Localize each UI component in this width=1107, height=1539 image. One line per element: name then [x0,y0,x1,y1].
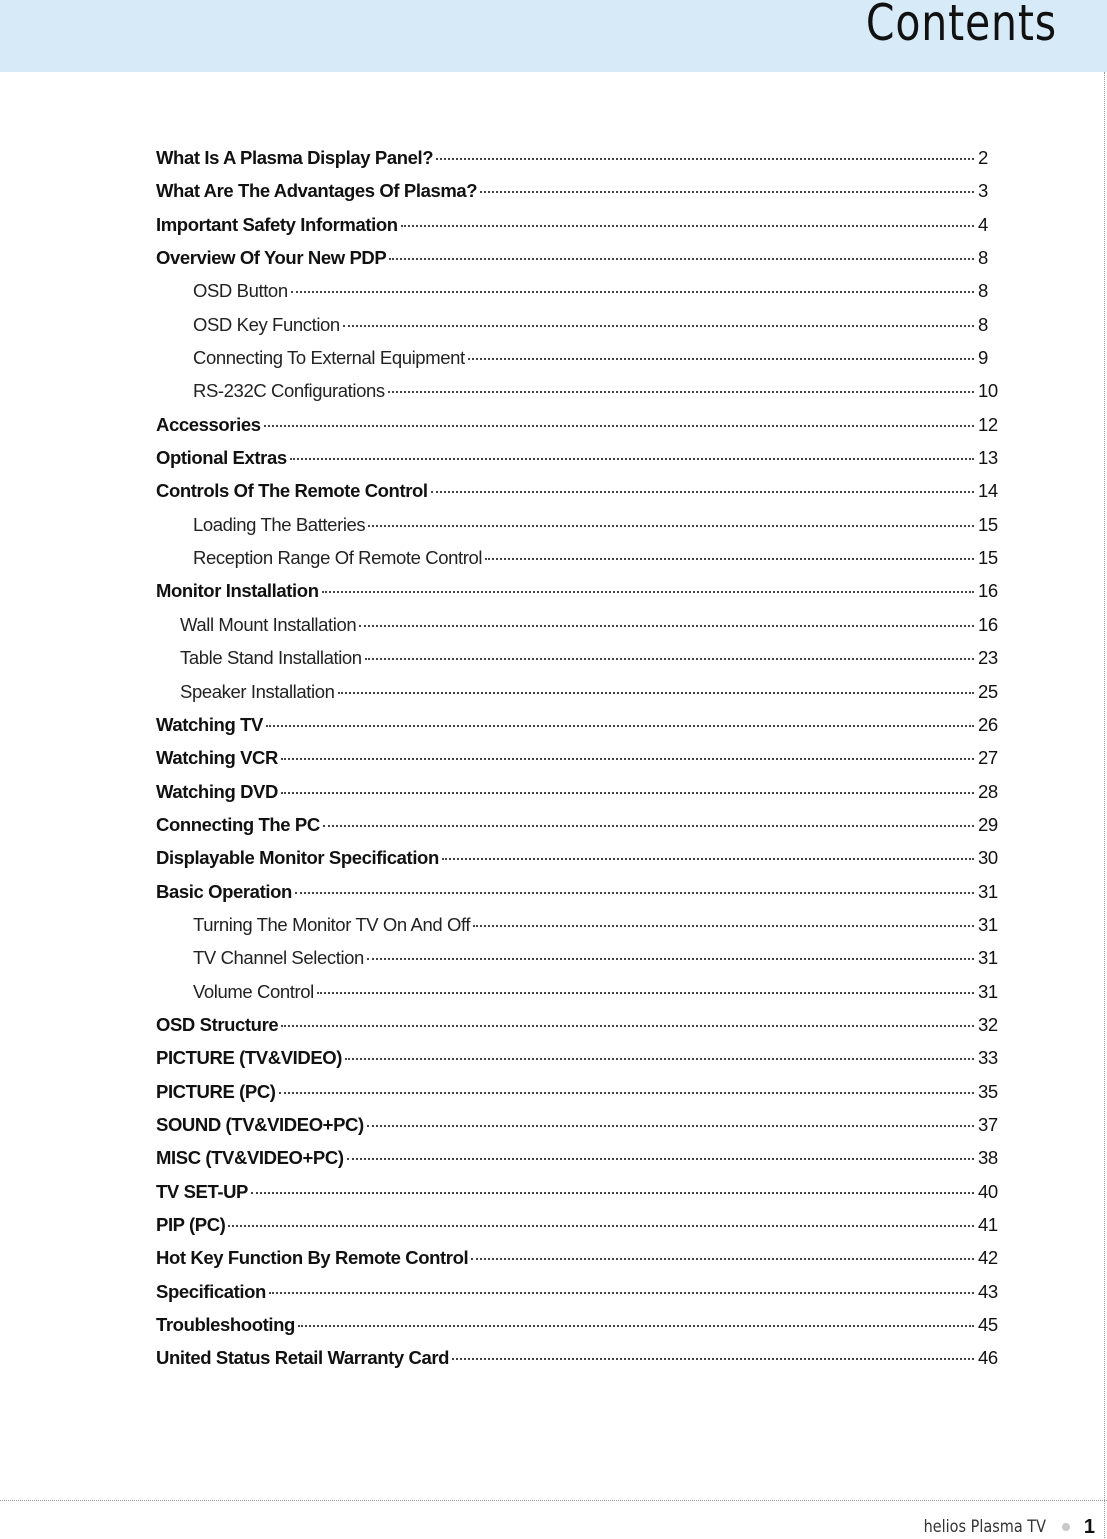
toc-entry-label: PIP (PC) [156,1214,226,1235]
toc-entry[interactable] [156,1175,998,1208]
toc-entry[interactable] [156,1275,998,1308]
toc-entry[interactable] [156,1308,998,1341]
toc-entry[interactable] [156,174,998,207]
toc-entry-page: 33 [978,1047,998,1069]
toc-entry-label: Watching VCR [156,747,278,769]
toc-entry-page: 16 [978,613,998,635]
dot-leader [345,1058,974,1060]
toc-entry-label: Reception Range Of Remote Control [193,547,483,569]
dot-leader [401,225,974,227]
toc-entry-label: Overview Of Your New PDP [156,247,387,269]
toc-entry-label: SOUND (TV&VIDEO+PC) [156,1113,364,1135]
toc-entry[interactable] [156,1208,998,1241]
toc-entry-label: Specification [156,1280,266,1302]
toc-entry-label: PICTURE (TV&VIDEO) [156,1047,343,1069]
toc-entry-page: 35 [978,1080,998,1102]
toc-entry[interactable] [156,841,998,874]
toc-entry[interactable] [156,374,998,407]
footer-divider [0,1500,1107,1501]
toc-entry-label: Table Stand Installation [180,647,362,669]
toc-entry[interactable] [156,675,998,708]
dot-leader [367,1125,974,1127]
dot-leader [281,758,974,760]
toc-entry[interactable] [156,508,998,541]
toc-entry-label: Basic Operation [156,880,292,902]
toc-entry-label: Turning The Monitor TV On And Off [193,913,471,935]
toc-entry-page: 9 [978,347,988,369]
toc-entry-page: 30 [978,847,998,869]
page-edge-divider [1104,72,1105,1538]
toc-entry-label: OSD Button [193,280,288,302]
toc-entry-page: 31 [978,913,998,935]
toc-entry-page: 41 [978,1214,998,1235]
toc-entry-page: 29 [978,813,998,835]
bullet-dot-icon [1062,1523,1070,1531]
dot-leader [338,692,975,694]
toc-entry-label: Connecting To External Equipment [193,347,465,369]
toc-entry-page: 12 [978,413,998,435]
dot-leader [290,458,974,460]
toc-entry[interactable] [156,208,998,241]
toc-entry-label: Displayable Monitor Specification [156,847,439,869]
dot-leader [431,491,974,493]
toc-entry[interactable] [156,141,998,174]
toc-entry-label: Important Safety Information [156,213,398,235]
toc-entry-page: 23 [978,647,998,669]
toc-entry-label: Optional Extras [156,447,287,469]
dot-leader [389,258,974,260]
toc-entry-page: 37 [978,1113,998,1135]
dot-leader [359,625,974,627]
toc-entry-label: MISC (TV&VIDEO+PC) [156,1147,344,1169]
toc-entry-label: Hot Key Function By Remote Control [156,1247,469,1269]
dot-leader [317,992,974,994]
toc-entry-label: What Are The Advantages Of Plasma? [156,180,478,202]
page-title: Contents [866,0,1057,52]
dot-leader [343,325,974,327]
dot-leader [228,1225,974,1227]
toc-entry-label: TV Channel Selection [193,947,364,969]
toc-entry-page: 43 [978,1280,998,1302]
toc-entry[interactable] [156,1341,998,1374]
header-band [0,0,1107,72]
toc-entry[interactable] [156,741,998,774]
toc-entry-page: 32 [978,1013,998,1035]
dot-leader [452,1358,974,1360]
toc-entry[interactable] [156,941,998,974]
toc-entry-page: 28 [978,780,998,802]
toc-entry-label: Watching DVD [156,780,278,802]
dot-leader [485,558,974,560]
toc-entry[interactable] [156,441,998,474]
toc-entry[interactable] [156,1241,998,1274]
dot-leader [367,958,974,960]
toc-entry-label: Controls Of The Remote Control [156,480,428,502]
toc-entry[interactable] [156,1108,998,1141]
dot-leader [365,658,974,660]
toc-entry[interactable] [156,908,998,941]
dot-leader [264,425,974,427]
toc-entry-label: OSD Key Function [193,313,340,335]
toc-entry-page: 3 [978,180,988,202]
toc-entry-page: 46 [978,1347,998,1369]
dot-leader [468,358,974,360]
toc-entry-page: 4 [978,213,988,235]
toc-entry-page: 40 [978,1180,998,1202]
dot-leader [322,591,974,593]
dot-leader [279,1092,974,1094]
dot-leader [347,1158,974,1160]
toc-entry-page: 45 [978,1314,998,1336]
toc-entry-label: Loading The Batteries [193,513,366,535]
dot-leader [281,1025,974,1027]
dot-leader [471,1258,974,1260]
dot-leader [281,792,974,794]
toc-entry-page: 14 [978,480,998,502]
toc-entry-page: 8 [978,247,988,269]
toc-entry[interactable] [156,341,998,374]
dot-leader [442,858,974,860]
toc-entry[interactable] [156,574,998,607]
dot-leader [298,1325,974,1327]
toc-entry[interactable] [156,875,998,908]
dot-leader [436,158,974,160]
toc-entry[interactable] [156,1041,998,1074]
toc-entry-label: What Is A Plasma Display Panel? [156,147,434,168]
dot-leader [251,1192,974,1194]
toc-entry[interactable] [156,1075,998,1108]
toc-entry[interactable] [156,608,998,641]
toc-entry-label: TV SET-UP [156,1180,248,1202]
page-number: 1 [1083,1515,1095,1538]
toc-entry-label: PICTURE (PC) [156,1080,276,1102]
toc-entry[interactable] [156,308,998,341]
toc-entry-page: 2 [978,147,988,168]
toc-entry[interactable] [156,1141,998,1174]
toc-entry-page: 31 [978,980,998,1002]
toc-entry[interactable] [156,708,998,741]
dot-leader [291,291,974,293]
toc-entry-label: Connecting The PC [156,813,320,835]
toc-entry[interactable] [156,975,998,1008]
toc-entry-page: 8 [978,280,988,302]
toc-entry-page: 31 [978,880,998,902]
dot-leader [480,191,974,193]
toc-entry[interactable] [156,541,998,574]
toc-entry-page: 26 [978,713,998,735]
toc-entry-page: 27 [978,747,998,769]
toc-entry-page: 15 [978,513,998,535]
toc-entry-label: Accessories [156,413,261,435]
toc-entry-label: Troubleshooting [156,1314,295,1336]
toc-entry[interactable] [156,808,998,841]
footer-brand: helios Plasma TV [923,1517,1046,1537]
toc-entry[interactable] [156,474,998,507]
toc-entry-label: United Status Retail Warranty Card [156,1347,450,1369]
toc-entry-page: 15 [978,547,998,569]
toc-entry-page: 10 [978,380,998,402]
toc-entry-label: Monitor Installation [156,580,319,602]
toc-entry[interactable] [156,775,998,808]
toc-entry-label: Watching TV [156,713,263,735]
dot-leader [323,825,974,827]
dot-leader [473,925,974,927]
toc-entry-label: OSD Structure [156,1013,279,1035]
dot-leader [295,892,974,894]
toc-entry-page: 25 [978,680,998,702]
toc-entry-page: 16 [978,580,998,602]
toc-entry[interactable] [156,408,998,441]
dot-leader [388,391,974,393]
toc-entry-page: 8 [978,313,988,335]
toc-entry-label: Speaker Installation [180,680,335,702]
footer [902,1515,1095,1539]
toc-entry[interactable] [156,241,998,274]
toc-entry[interactable] [156,641,998,674]
dot-leader [368,525,974,527]
toc-entry-page: 38 [978,1147,998,1169]
toc-entry-page: 42 [978,1247,998,1269]
table-of-contents [156,141,998,1375]
toc-entry[interactable] [156,274,998,307]
toc-entry-label: Volume Control [193,980,314,1002]
toc-entry-page: 31 [978,947,998,969]
toc-entry-label: RS-232C Configurations [193,380,385,402]
dot-leader [266,725,974,727]
toc-entry-label: Wall Mount Installation [180,613,357,635]
toc-entry[interactable] [156,1008,998,1041]
toc-entry-page: 13 [978,447,998,469]
dot-leader [269,1292,974,1294]
